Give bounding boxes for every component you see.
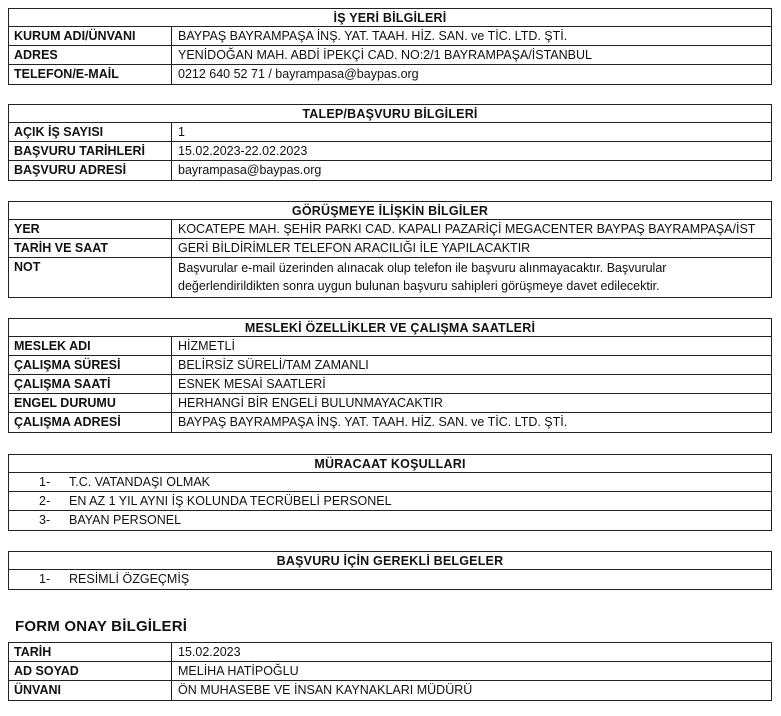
table-row [9, 46, 771, 65]
row-value: YENİDOĞAN MAH. ABDİ İPEKÇİ CAD. NO:2/1 BAYRAMPAŞA/İSTANBUL [178, 48, 592, 62]
form-approval-table [8, 642, 772, 701]
application-info-title: TALEP/BAŞVURU BİLGİLERİ [9, 105, 771, 123]
row-value: 15.02.2023-22.02.2023 [178, 144, 308, 158]
table-row [9, 65, 771, 84]
application-info-table [8, 104, 772, 181]
required-documents-title: BAŞVURU İÇİN GEREKLİ BELGELER [9, 552, 771, 570]
table-row [9, 394, 771, 413]
item-text: T.C. VATANDAŞI OLMAK [69, 475, 210, 489]
row-value: HERHANGİ BİR ENGELİ BULUNMAYACAKTIR [178, 396, 443, 410]
row-value: GERİ BİLDİRİMLER TELEFON ARACILIĞI İLE YAPILACAKTIR [178, 241, 531, 255]
table-row [9, 337, 771, 356]
table-row [9, 375, 771, 394]
item-number: 3- [39, 513, 51, 527]
row-value: BAYPAŞ BAYRAMPAŞA İNŞ. YAT. TAAH. HİZ. SAN. ve TİC. LTD. ŞTİ. [178, 415, 568, 429]
table-row [9, 123, 771, 142]
row-label: TELEFON/E-MAİL [9, 65, 172, 84]
form-approval-title: FORM ONAY BİLGİLERİ [15, 618, 188, 635]
row-label: BAŞVURU TARİHLERİ [9, 142, 172, 160]
workplace-info-table [8, 8, 772, 85]
row-label: ADRES [9, 46, 172, 64]
table-row [9, 643, 771, 662]
row-value: BELİRSİZ SÜRELİ/TAM ZAMANLI [178, 358, 369, 372]
row-value: ÖN MUHASEBE VE İNSAN KAYNAKLARI MÜDÜRÜ [178, 683, 473, 697]
row-value: bayrampasa@baypas.org [178, 163, 322, 177]
row-label: ÇALIŞMA SAATİ [9, 375, 172, 393]
row-label: ÜNVANI [9, 681, 172, 700]
row-value: ESNEK MESAİ SAATLERİ [178, 377, 326, 391]
row-label: TARİH [9, 643, 172, 661]
row-value: KOCATEPE MAH. ŞEHİR PARKI CAD. KAPALI PAZARİÇİ MEGACENTER BAYPAŞ BAYRAMPAŞA/İST [178, 222, 756, 236]
application-conditions-title: MÜRACAAT KOŞULLARI [9, 455, 771, 473]
row-label: AD SOYAD [9, 662, 172, 680]
table-row [9, 681, 771, 700]
row-value: 0212 640 52 71 / bayrampasa@baypas.org [178, 67, 419, 81]
row-value: BAYPAŞ BAYRAMPAŞA İNŞ. YAT. TAAH. HİZ. SAN. ve TİC. LTD. ŞTİ. [178, 29, 568, 43]
item-number: 1- [39, 475, 51, 489]
row-value: Başvurular e-mail üzerinden alınacak olup telefon ile başvuru alınmayacaktır. Başvurular değerlendirildikten sonra uygun bulunan başvuru sahipleri görüşmeye davet edilecektir. [178, 261, 667, 293]
item-text: EN AZ 1 YIL AYNI İŞ KOLUNDA TECRÜBELİ PERSONEL [69, 494, 392, 508]
row-value: 15.02.2023 [178, 645, 241, 659]
row-label: YER [9, 220, 172, 238]
table-row [9, 27, 771, 46]
row-label: ÇALIŞMA ADRESİ [9, 413, 172, 432]
row-label: AÇIK İŞ SAYISI [9, 123, 172, 141]
list-item [9, 511, 771, 530]
row-label: MESLEK ADI [9, 337, 172, 355]
item-text: BAYAN PERSONEL [69, 513, 182, 527]
table-row [9, 161, 771, 180]
list-item [9, 570, 771, 589]
table-row [9, 142, 771, 161]
row-label: KURUM ADI/ÜNVANI [9, 27, 172, 45]
row-label: TARİH VE SAAT [9, 239, 172, 257]
item-number: 2- [39, 494, 51, 508]
row-label: ENGEL DURUMU [9, 394, 172, 412]
item-text: RESİMLİ ÖZGEÇMİŞ [69, 572, 190, 586]
item-number: 1- [39, 572, 51, 586]
table-row [9, 239, 771, 258]
row-value: HİZMETLİ [178, 339, 235, 353]
required-documents-table [8, 551, 772, 590]
workplace-info-title: İŞ YERİ BİLGİLERİ [9, 9, 771, 27]
table-row [9, 662, 771, 681]
application-conditions-table [8, 454, 772, 531]
table-row [9, 413, 771, 432]
table-row [9, 258, 771, 297]
row-label: BAŞVURU ADRESİ [9, 161, 172, 180]
interview-info-title: GÖRÜŞMEYE İLİŞKİN BİLGİLER [9, 202, 771, 220]
row-value: MELİHA HATİPOĞLU [178, 664, 299, 678]
list-item [9, 492, 771, 511]
list-item [9, 473, 771, 492]
job-details-title: MESLEKİ ÖZELLİKLER VE ÇALIŞMA SAATLERİ [9, 319, 771, 337]
table-row [9, 220, 771, 239]
job-details-table [8, 318, 772, 433]
row-label: ÇALIŞMA SÜRESİ [9, 356, 172, 374]
row-label: NOT [9, 258, 172, 297]
interview-info-table [8, 201, 772, 298]
table-row [9, 356, 771, 375]
row-value: 1 [178, 125, 185, 139]
